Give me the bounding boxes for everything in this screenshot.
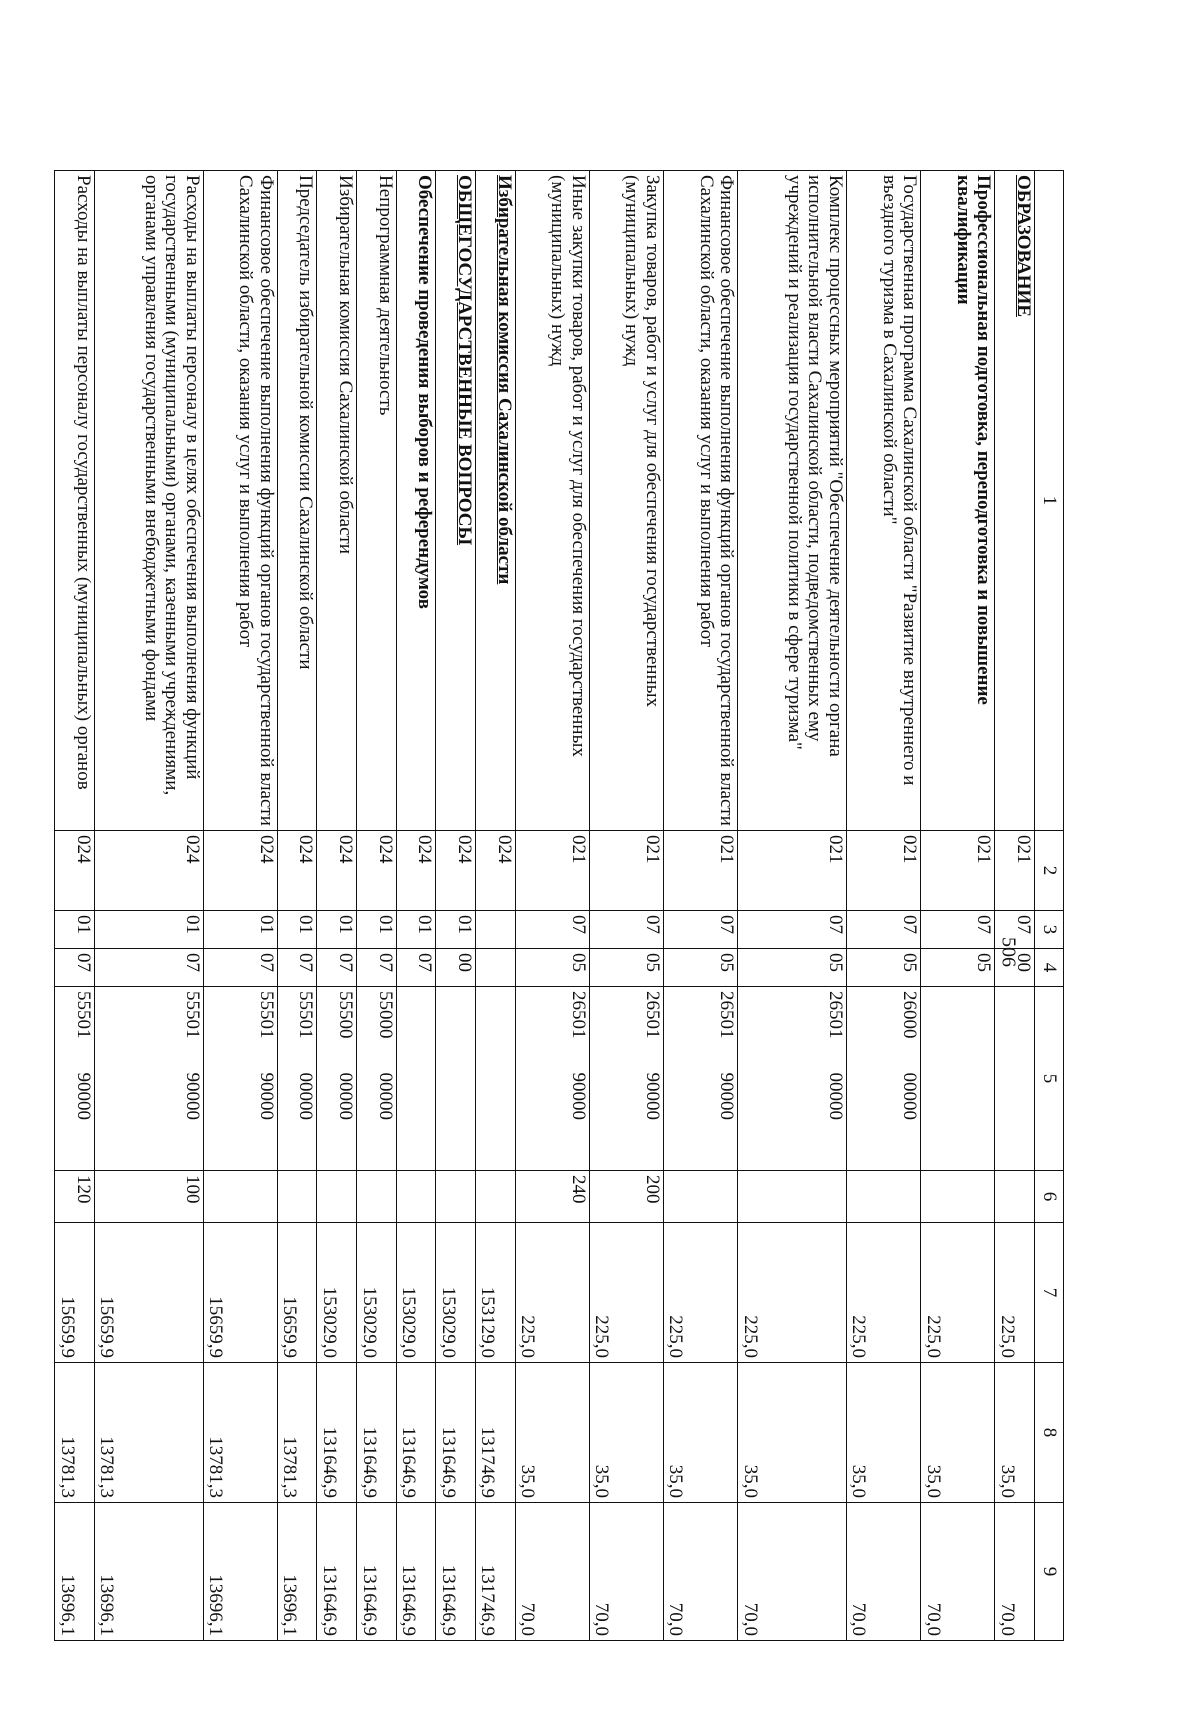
target-article-cell [55,987,95,1171]
code-cell: 024 [396,831,436,911]
row-name-cell: Избирательная комиссия Сахалинской области [317,171,357,831]
code-cell: 024 [55,831,95,911]
subsection-cell [475,949,515,987]
amount-cell: 131646,9 [317,1503,357,1641]
code-cell: 021 [515,831,589,911]
amount-cell: 225,0 [589,1223,663,1363]
budget-table [54,170,1064,1641]
expense-type-cell [277,1171,317,1223]
code-cell: 021 [921,831,995,911]
target-article-direction: 00000 [335,1072,357,1120]
subsection-cell: 05 [921,949,995,987]
amount-cell: 70,0 [995,1503,1035,1641]
amount-cell: 131646,9 [396,1363,436,1503]
code-cell: 024 [357,831,397,911]
target-article-cell [357,987,397,1171]
target-article-program: 55500 [335,991,357,1039]
target-article-cell [203,987,277,1171]
target-article-program: 26501 [824,991,846,1039]
expense-type-cell [663,1171,737,1223]
target-article-direction: 90000 [567,1072,589,1120]
section-cell: 01 [55,911,95,949]
table-row [921,171,995,1641]
page-number: 506 [997,937,1020,967]
code-cell: 021 [738,831,847,911]
expense-type-cell [846,1171,920,1223]
target-article-cell [436,987,476,1171]
table-row [846,171,920,1641]
section-cell: 07 [995,911,1035,949]
row-name-cell: Иные закупки товаров, работ и услуг для обеспечения государственных (муниципальных) нужд [515,171,589,831]
amount-cell: 153029,0 [396,1223,436,1363]
amount-cell: 131646,9 [357,1363,397,1503]
subsection-cell: 00 [436,949,476,987]
column-header: 2 [1035,831,1064,911]
target-article-program: 26501 [716,991,738,1039]
amount-cell: 131646,9 [317,1363,357,1503]
amount-cell: 225,0 [995,1223,1035,1363]
section-cell: 07 [921,911,995,949]
subsection-cell: 05 [846,949,920,987]
code-cell: 024 [436,831,476,911]
row-name-cell: Финансовое обеспечение выполнения функций органов государственной власти Сахалинской области, оказания услуг и выполнения работ [203,171,277,831]
amount-cell: 131646,9 [396,1503,436,1641]
code-cell: 021 [846,831,920,911]
amount-cell: 225,0 [738,1223,847,1363]
subsection-cell: 05 [663,949,737,987]
expense-type-cell [396,1171,436,1223]
column-header: 4 [1035,949,1064,987]
target-article-cell [515,987,589,1171]
row-name-cell: Избирательная комиссия Сахалинской области [475,171,515,831]
target-article-cell [846,987,920,1171]
column-header: 3 [1035,911,1064,949]
target-article-cell [738,987,847,1171]
code-cell: 024 [203,831,277,911]
target-article-cell [475,987,515,1171]
table-row [995,171,1035,1641]
amount-cell: 225,0 [663,1223,737,1363]
subsection-cell: 07 [203,949,277,987]
expense-type-cell [436,1171,476,1223]
expense-type-cell [921,1171,995,1223]
amount-cell: 15659,9 [277,1223,317,1363]
target-article-cell [317,987,357,1171]
row-name-cell: Профессиональная подготовка, переподготовка и повышение квалификации [921,171,995,831]
amount-cell: 13696,1 [277,1503,317,1641]
subsection-cell: 07 [357,949,397,987]
expense-type-cell [995,1171,1035,1223]
amount-cell: 13781,3 [55,1363,95,1503]
subsection-cell: 07 [94,949,203,987]
subsection-cell: 07 [277,949,317,987]
row-name-cell: ОБЩЕГОСУДАРСТВЕННЫЕ ВОПРОСЫ [436,171,476,831]
subsection-cell: 05 [515,949,589,987]
table-row [515,171,589,1641]
amount-cell: 70,0 [515,1503,589,1641]
table-row [277,171,317,1641]
amount-cell: 131746,9 [475,1363,515,1503]
code-cell: 021 [995,831,1035,911]
row-name-cell: ОБРАЗОВАНИЕ [995,171,1035,831]
target-article-direction: 90000 [641,1072,663,1120]
amount-cell: 35,0 [663,1363,737,1503]
amount-cell: 131646,9 [436,1363,476,1503]
target-article-cell [663,987,737,1171]
table-row [317,171,357,1641]
amount-cell: 13696,1 [203,1503,277,1641]
expense-type-cell: 200 [589,1171,663,1223]
column-header: 5 [1035,987,1064,1171]
code-cell: 021 [663,831,737,911]
amount-cell: 35,0 [921,1363,995,1503]
amount-cell: 35,0 [846,1363,920,1503]
amount-cell: 15659,9 [55,1223,95,1363]
subsection-cell: 07 [317,949,357,987]
header-row [1035,171,1064,1641]
amount-cell: 70,0 [738,1503,847,1641]
expense-type-cell [738,1171,847,1223]
subsection-cell: 07 [55,949,95,987]
amount-cell: 35,0 [589,1363,663,1503]
row-name-cell: Государственная программа Сахалинской области "Развитие внутреннего и въездного туризма в Сахалинской области" [846,171,920,831]
target-article-program: 55501 [72,991,94,1039]
row-name-cell: Расходы на выплаты персоналу государственных (муниципальных) органов [55,171,95,831]
amount-cell: 13696,1 [94,1503,203,1641]
table-row [475,171,515,1641]
target-article-direction: 00000 [899,1072,921,1120]
amount-cell: 13781,3 [203,1363,277,1503]
table-row [663,171,737,1641]
row-name-cell: Непрограммная деятельность [357,171,397,831]
target-article-program: 55501 [255,991,277,1039]
code-cell: 024 [277,831,317,911]
expense-type-cell: 240 [515,1171,589,1223]
amount-cell: 153029,0 [436,1223,476,1363]
column-header: 7 [1035,1223,1064,1363]
target-article-direction: 00000 [374,1072,396,1120]
amount-cell: 131646,9 [436,1503,476,1641]
target-article-program: 55501 [295,991,317,1039]
target-article-program: 55501 [181,991,203,1039]
target-article-program: 26501 [567,991,589,1039]
target-article-program: 26000 [899,991,921,1039]
expense-type-cell: 120 [55,1171,95,1223]
section-cell: 01 [396,911,436,949]
amount-cell: 225,0 [846,1223,920,1363]
table-row [589,171,663,1641]
target-article-program: 26501 [641,991,663,1039]
target-article-cell [589,987,663,1171]
section-cell: 01 [94,911,203,949]
code-cell: 024 [94,831,203,911]
amount-cell: 35,0 [995,1363,1035,1503]
section-cell [475,911,515,949]
amount-cell: 13781,3 [277,1363,317,1503]
expense-type-cell: 100 [94,1171,203,1223]
table-row [203,171,277,1641]
row-name-cell: Обеспечение проведения выборов и референдумов [396,171,436,831]
table-row [94,171,203,1641]
section-cell: 07 [663,911,737,949]
amount-cell: 225,0 [515,1223,589,1363]
amount-cell: 70,0 [589,1503,663,1641]
amount-cell: 131646,9 [357,1503,397,1641]
amount-cell: 15659,9 [203,1223,277,1363]
rotated-table-wrapper [54,170,1064,1640]
subsection-cell: 05 [589,949,663,987]
expense-type-cell [317,1171,357,1223]
table-row [436,171,476,1641]
column-header: 6 [1035,1171,1064,1223]
amount-cell: 35,0 [738,1363,847,1503]
section-cell: 01 [357,911,397,949]
target-article-cell [995,987,1035,1171]
subsection-cell: 07 [396,949,436,987]
amount-cell: 70,0 [663,1503,737,1641]
amount-cell: 15659,9 [94,1223,203,1363]
code-cell: 024 [317,831,357,911]
column-header: 1 [1035,171,1064,831]
subsection-cell: 00 [995,949,1035,987]
target-article-direction: 00000 [824,1072,846,1120]
amount-cell: 70,0 [921,1503,995,1641]
table-body [55,171,1035,1641]
amount-cell: 35,0 [515,1363,589,1503]
amount-cell: 153029,0 [357,1223,397,1363]
expense-type-cell [357,1171,397,1223]
amount-cell: 131746,9 [475,1503,515,1641]
target-article-program: 55000 [374,991,396,1039]
table-row [738,171,847,1641]
section-cell: 01 [317,911,357,949]
column-header: 8 [1035,1363,1064,1503]
section-cell: 01 [203,911,277,949]
row-name-cell: Расходы на выплаты персоналу в целях обеспечения выполнения функций государственными (муниципальными) органами, казенными учреждениями, органами управления государственными внебюджетными фондами [94,171,203,831]
code-cell: 021 [589,831,663,911]
target-article-direction: 00000 [295,1072,317,1120]
target-article-direction: 90000 [181,1072,203,1120]
section-cell: 01 [277,911,317,949]
target-article-cell [94,987,203,1171]
target-article-direction: 90000 [716,1072,738,1120]
amount-cell: 13781,3 [94,1363,203,1503]
table-row [396,171,436,1641]
section-cell: 07 [589,911,663,949]
table-row [357,171,397,1641]
amount-cell: 153029,0 [317,1223,357,1363]
row-name-cell: Закупка товаров, работ и услуг для обеспечения государственных (муниципальных) нужд [589,171,663,831]
target-article-direction: 90000 [72,1072,94,1120]
section-cell: 07 [515,911,589,949]
target-article-cell [277,987,317,1171]
target-article-direction: 90000 [255,1072,277,1120]
code-cell: 024 [475,831,515,911]
row-name-cell: Председатель избирательной комиссии Сахалинской области [277,171,317,831]
target-article-cell [396,987,436,1171]
target-article-cell [921,987,995,1171]
row-name-cell: Комплекс процессных мероприятий "Обеспечение деятельности органа исполнительной власти Сахалинской области, подведомственных ему учреждений и реализация государственной политики в сфере туризма" [738,171,847,831]
amount-cell: 225,0 [921,1223,995,1363]
column-header: 9 [1035,1503,1064,1641]
table-row [55,171,95,1641]
amount-cell: 153129,0 [475,1223,515,1363]
expense-type-cell [203,1171,277,1223]
row-name-cell: Финансовое обеспечение выполнения функций органов государственной власти Сахалинской области, оказания услуг и выполнения работ [663,171,737,831]
amount-cell: 13696,1 [55,1503,95,1641]
amount-cell: 70,0 [846,1503,920,1641]
section-cell: 01 [436,911,476,949]
section-cell: 07 [846,911,920,949]
section-cell: 07 [738,911,847,949]
expense-type-cell [475,1171,515,1223]
subsection-cell: 05 [738,949,847,987]
